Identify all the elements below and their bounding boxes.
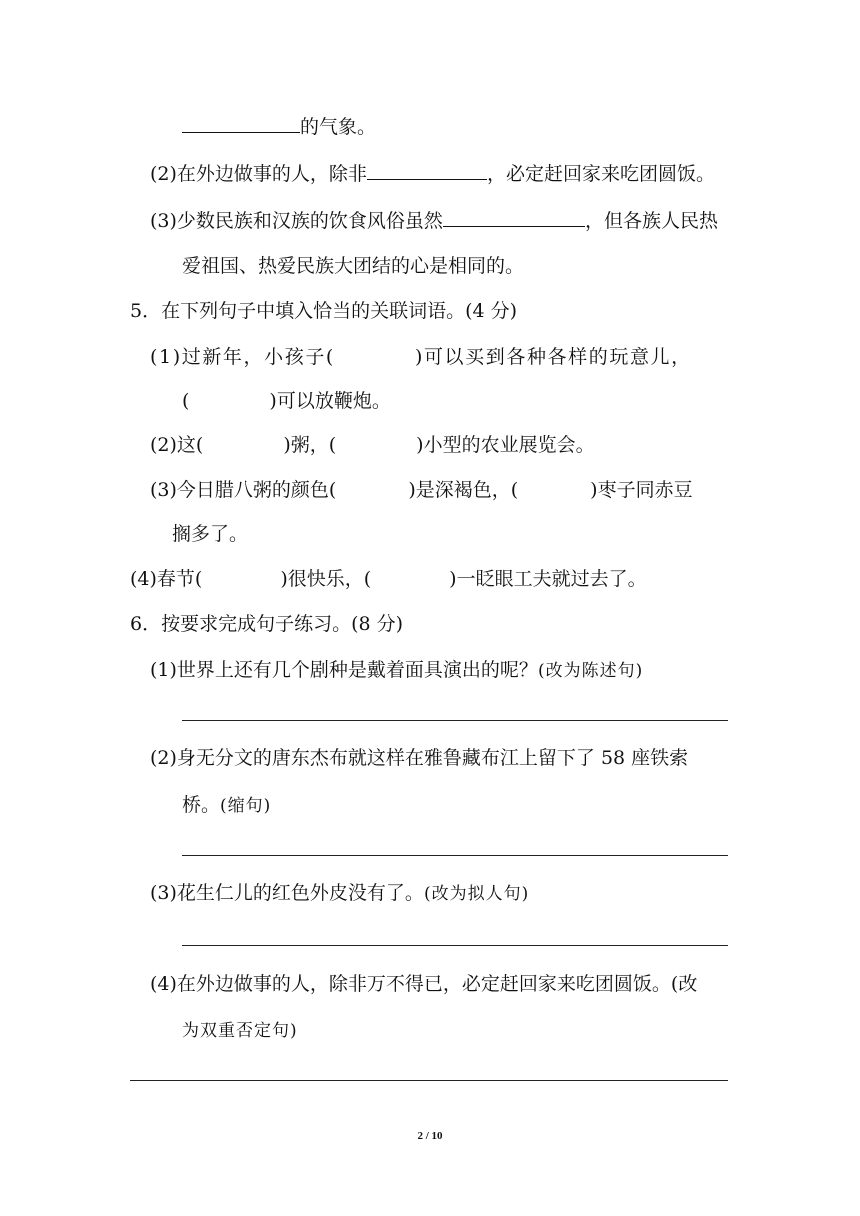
q4-item3: (3)少数民族和汉族的饮食风俗虽然 ，但各族人民热	[150, 210, 718, 232]
answer-line[interactable]	[130, 1080, 728, 1081]
q5-item4: (4)春节( )很快乐，( )一眨眼工夫就过去了。	[130, 568, 647, 590]
answer-blank[interactable]	[443, 208, 585, 227]
q5-item3: (3)今日腊八粥的颜色( )是深褐色，( )枣子同赤豆	[150, 479, 693, 501]
answer-blank[interactable]	[182, 114, 300, 133]
q4-item1-cont: 的气象。	[182, 114, 376, 139]
q5-item3-line2: 搁多了。	[172, 523, 249, 545]
q6-item4-line2: 为双重否定句)	[182, 1021, 298, 1041]
q5-item1-line2: ( )可以放鞭炮。	[182, 390, 391, 412]
q4-item3-line2: 爱祖国、热爱民族大团结的心是相同的。	[182, 255, 525, 277]
q6-item2: (2)身无分文的唐东杰布就这样在雅鲁藏布江上留下了 58 座铁索	[150, 747, 689, 769]
q4-item2: (2)在外边做事的人，除非 ，必定赶回家来吃团圆饭。	[150, 163, 715, 185]
answer-blank[interactable]	[367, 161, 487, 180]
answer-line[interactable]	[182, 945, 728, 946]
q5-item1: (1)过新年，小孩子( )可以买到各种各样的玩意儿，	[150, 346, 692, 368]
q6-item3: (3)花生仁儿的红色外皮没有了。(改为拟人句)	[150, 882, 530, 904]
q5-item2: (2)这( )粥，( )小型的农业展览会。	[150, 434, 595, 456]
answer-line[interactable]	[182, 720, 728, 721]
page-number: 2 / 10	[417, 1130, 443, 1142]
answer-line[interactable]	[182, 855, 728, 856]
q6-item1: (1)世界上还有几个剧种是戴着面具演出的呢？(改为陈述句)	[150, 659, 644, 681]
q6-title: 6．按要求完成句子练习。(8 分)	[130, 613, 404, 635]
q6-item2-line2: 桥。(缩句)	[182, 794, 272, 816]
q6-item4: (4)在外边做事的人，除非万不得已，必定赶回家来吃团圆饭。(改	[150, 973, 698, 995]
q5-title: 5．在下列句子中填入恰当的关联词语。(4 分)	[130, 300, 518, 322]
